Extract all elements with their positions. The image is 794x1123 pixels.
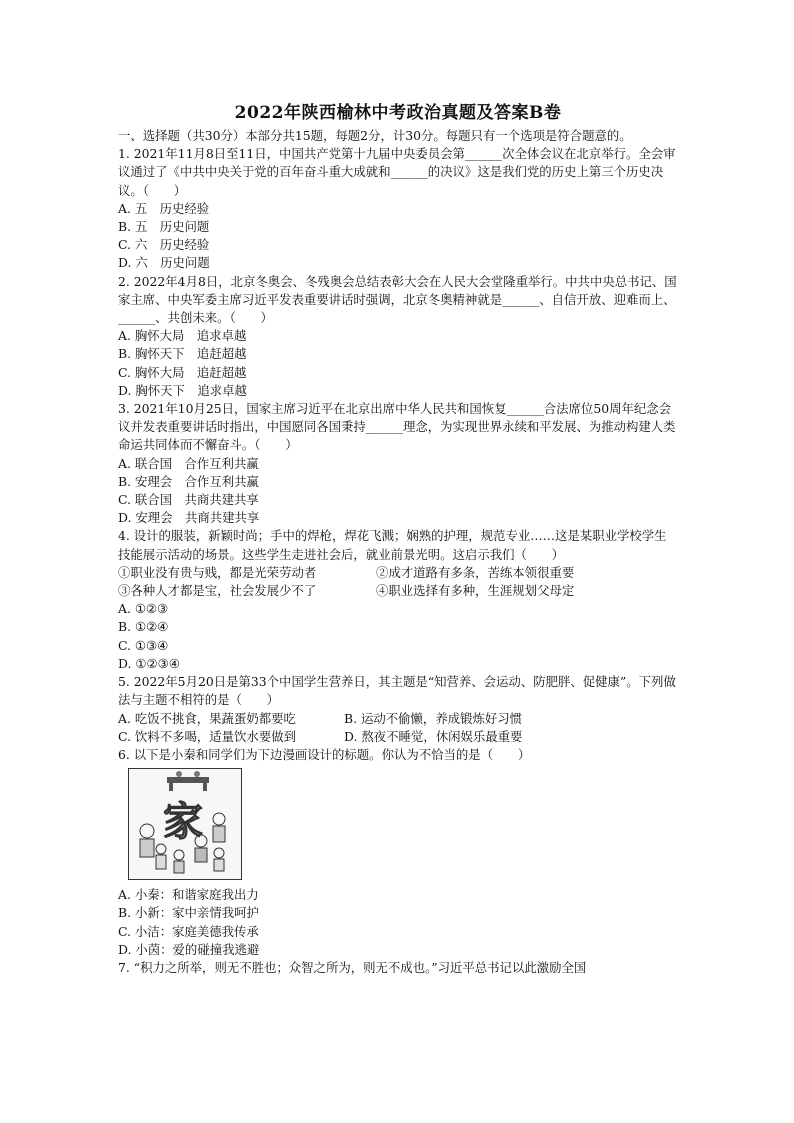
q4-item-1: ①职业没有贵与贱，都是光荣劳动者 (118, 564, 317, 580)
q4-option-d: D. ①②③④ (118, 655, 180, 671)
q6-option-c: C. 小洁：家庭美德我传承 (118, 923, 259, 939)
q5-options-row-2 (118, 728, 678, 746)
q1-option-b: B. 五 历史问题 (118, 219, 210, 235)
q6-option-b: B. 小新：家中亲情我呵护 (118, 905, 259, 921)
q3-option-d: D. 安理会 共商共建共享 (118, 510, 260, 526)
q5-options-row-1 (118, 710, 678, 728)
q4-option-a: A. ①②③ (118, 601, 169, 617)
cartoon-drawing (129, 769, 241, 879)
q3-option-c: C. 联合国 共商共建共享 (118, 492, 259, 508)
q5-option-a: A. 吃饭不挑食，果蔬蛋奶都要吃 (118, 710, 296, 726)
question-4-stem: 4. 设计的服装，新颖时尚；手中的焊枪，焊花飞溅；娴熟的护理，规范专业……这是某职业学校学生技能展示活动的场景。这些学生走进社会后，就业前景光明。这启示我们（ ） (118, 528, 667, 562)
question-6-stem: 6. 以下是小秦和同学们为下边漫画设计的标题。你认为不恰当的是（ ） (118, 746, 531, 762)
question-1-stem: 1. 2021年11月8日至11日，中国共产党第十九届中央委员会第______次全体会议在北京举行。全会审议通过了《中共中央关于党的百年奋斗重大成就和______的决议》这是我们党的历史上第三个历史决议。（ ） (118, 146, 676, 198)
q1-option-a: A. 五 历史经验 (118, 200, 210, 216)
q4-item-2: ②成才道路有多条，苦练本领很重要 (376, 564, 575, 580)
q6-option-a: A. 小秦：和谐家庭我出力 (118, 887, 259, 903)
q1-option-c: C. 六 历史经验 (118, 237, 210, 253)
q4-items-row-2 (118, 582, 678, 600)
q2-option-b: B. 胸怀天下 追赶超越 (118, 346, 247, 362)
q4-option-b: B. ①②④ (118, 619, 169, 635)
q4-items-row-1 (118, 564, 678, 582)
section-intro: 一、选择题（共30分）本部分共15题，每题2分，计30分。每题只有一个选项是符合题意的。 (118, 128, 632, 143)
question-3-stem: 3. 2021年10月25日，国家主席习近平在北京出席中华人民共和国恢复______合法席位50周年纪念会议并发表重要讲话时指出，中国愿同各国秉持______理念，为实现世界永续和平发展、为推动构建人类命运共同体而不懈奋斗。（ ） (118, 401, 676, 453)
question-5-stem: 5. 2022年5月20日是第33个中国学生营养日，其主题是“知营养、会运动、防肥胖、促健康”。下列做法与主题不相符的是（ ） (118, 674, 676, 708)
q4-option-c: C. ①③④ (118, 637, 169, 653)
q5-option-c: C. 饮料不多喝，适量饮水要做到 (118, 728, 296, 744)
q4-item-3: ③各种人才都是宝，社会发展少不了 (118, 583, 317, 599)
q6-option-d: D. 小茵：爱的碰撞我逃避 (118, 941, 260, 957)
page-title: 2022年陕西榆林中考政治真题及答案B卷 (234, 103, 562, 123)
q5-option-d: D. 熬夜不睡觉，休闲娱乐最重要 (344, 728, 523, 744)
q5-option-b: B. 运动不偷懒，养成锻炼好习惯 (344, 710, 523, 726)
q1-option-d: D. 六 历史问题 (118, 255, 210, 271)
q3-option-a: A. 联合国 合作互利共赢 (118, 455, 259, 471)
q2-option-a: A. 胸怀大局 追求卓越 (118, 328, 247, 344)
q4-item-4: ④职业选择有多种，生涯规划父母定 (376, 583, 575, 599)
cartoon-character: 家 (163, 799, 203, 846)
q3-option-b: B. 安理会 合作互利共赢 (118, 473, 259, 489)
document-page (118, 98, 678, 977)
q2-option-c: C. 胸怀大局 追赶超越 (118, 364, 247, 380)
question-2-stem: 2. 2022年4月8日，北京冬奥会、冬残奥会总结表彰大会在人民大会堂隆重举行。中共中央总书记、国家主席、中央军委主席习近平发表重要讲话时强调，北京冬奥精神就是______、自信开放、迎难而上、______、共创未来。（ ） (118, 273, 677, 326)
family-cartoon-image (128, 768, 242, 880)
question-7-stem: 7. “积力之所举，则无不胜也；众智之所为，则无不成也。”习近平总书记以此激励全国 (118, 959, 587, 975)
q2-option-d: D. 胸怀天下 追求卓越 (118, 382, 247, 398)
